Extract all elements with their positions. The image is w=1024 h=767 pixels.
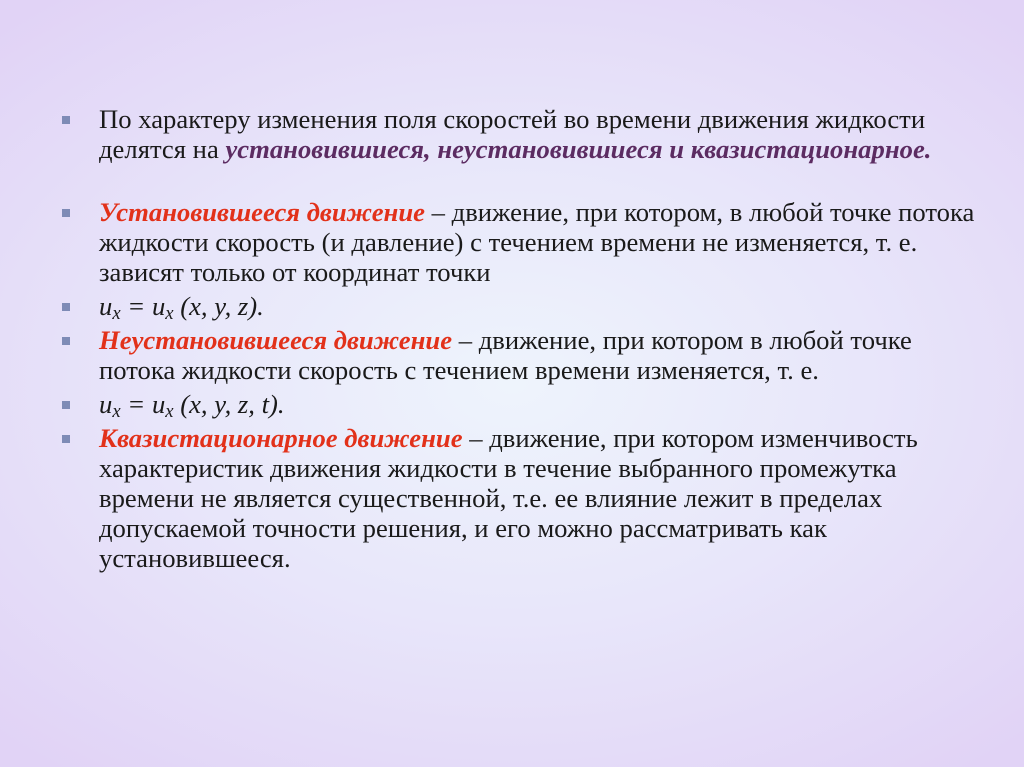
- bullet-item-unsteady-formula: [60, 389, 975, 422]
- term-unsteady-flow: Неустановившееся движение: [99, 325, 453, 355]
- steady-flow-formula: $u_x = u_x$ (x, y, z).: [99, 291, 264, 324]
- bullet-item-steady-flow: [60, 197, 975, 287]
- square-bullet-icon: [62, 401, 70, 409]
- square-bullet-icon: [62, 337, 70, 345]
- bullet-item-quasi-steady-flow: [60, 423, 975, 573]
- definition-quasi-steady-flow: – движение, при котором изменчивость характеристик движения жидкости в течение выбранного промежутка времени не является существенной, т.е. ее влияние лежит в пределах допускаемой точности решения, и его можно рассматривать как установившееся.: [99, 423, 918, 573]
- definition-unsteady-flow: – движение, при котором в любой точке потока жидкости скорость с течением времени изменяется, т. е.: [99, 325, 912, 385]
- unsteady-flow-formula: $u_x = u_x$ (x, y, z, t).: [99, 389, 285, 422]
- square-bullet-icon: [62, 303, 70, 311]
- square-bullet-icon: [62, 435, 70, 443]
- term-quasi-steady-flow: Квазистационарное движение: [99, 423, 463, 453]
- square-bullet-icon: [62, 209, 70, 217]
- definition-steady-flow: – движение, при котором, в любой точке потока жидкости скорость (и давление) с течением времени не изменяется, т. е. зависят только от координат точки: [99, 197, 975, 287]
- term-steady-flow: Установившееся движение: [99, 197, 425, 227]
- bullet-item-unsteady-flow: [60, 325, 975, 385]
- bullet-list: [60, 104, 975, 577]
- flow-types-emphasis: установившиеся, неустановившиеся и квазистационарное.: [225, 134, 932, 164]
- bullet-item-flow-classification: [60, 104, 975, 164]
- bullet-text: По характеру изменения поля скоростей во времени движения жидкости делятся на: [99, 104, 926, 164]
- bullet-item-steady-formula: [60, 291, 975, 324]
- square-bullet-icon: [62, 116, 70, 124]
